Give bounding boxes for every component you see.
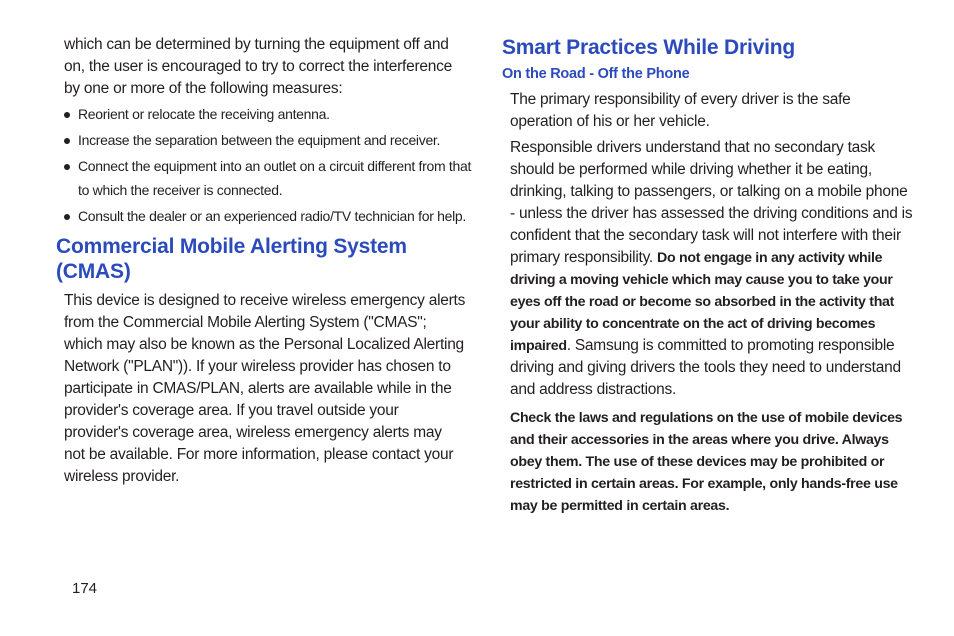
list-item: Consult the dealer or an experienced radio/TV technician for help. <box>64 204 474 228</box>
paragraph-text: Responsible drivers understand that no secondary task should be performed while driving whether it be eating, drinking, talking to passengers, or talking on a mobile phone - unless the driver has assessed the driving conditions and is confident that the secondary task will not interfere with their primary responsibility. <box>510 139 913 266</box>
laws-paragraph: Check the laws and regulations on the use of mobile devices and their accessories in the areas where you drive. Always obey them. The use of these devices may be prohibited or restricted in certain areas. For example, only hands-free use may be permitted in certain areas. <box>510 410 903 514</box>
paragraph-bold-warning: Do not engage in any activity while driving a moving vehicle which may cause you to take your eyes off the road or become so absorbed in the activity that your ability to concentrate on the act of driving becomes impaired <box>510 250 895 354</box>
list-item: Reorient or relocate the receiving antenna. <box>64 102 474 126</box>
page-number: 174 <box>72 580 98 597</box>
cmas-heading: Commercial Mobile Alerting System (CMAS) <box>56 235 407 283</box>
paragraph-text-tail: . Samsung is committed to promoting responsible driving and giving drivers the tools they need to understand and address distractions. <box>510 337 901 398</box>
cmas-paragraph: This device is designed to receive wireless emergency alerts from the Commercial Mobile Alerting System ("CMAS"; which may also be known as the Personal Localized Alerting Network ("PLAN")). If your wireless provider has chosen to participate in CMAS/PLAN, alerts are available while in the provider's coverage area. If you travel outside your provider's coverage area, wireless emergency alerts may not be available. For more information, please contact your wireless provider. <box>64 292 466 485</box>
on-the-road-subheading: On the Road - Off the Phone <box>502 66 690 82</box>
list-item: Increase the separation between the equipment and receiver. <box>64 128 474 152</box>
responsibility-paragraph: The primary responsibility of every driver is the safe operation of his or her vehicle. <box>510 91 851 130</box>
intro-paragraph: which can be determined by turning the equipment off and on, the user is encouraged to try to correct the interference by one or more of the following measures: <box>64 36 452 97</box>
interference-measures-list <box>64 102 474 230</box>
smart-practices-heading: Smart Practices While Driving <box>502 36 795 59</box>
responsible-drivers-paragraph <box>510 137 914 401</box>
list-item: Connect the equipment into an outlet on a circuit different from that to which the receiver is connected. <box>64 154 474 202</box>
